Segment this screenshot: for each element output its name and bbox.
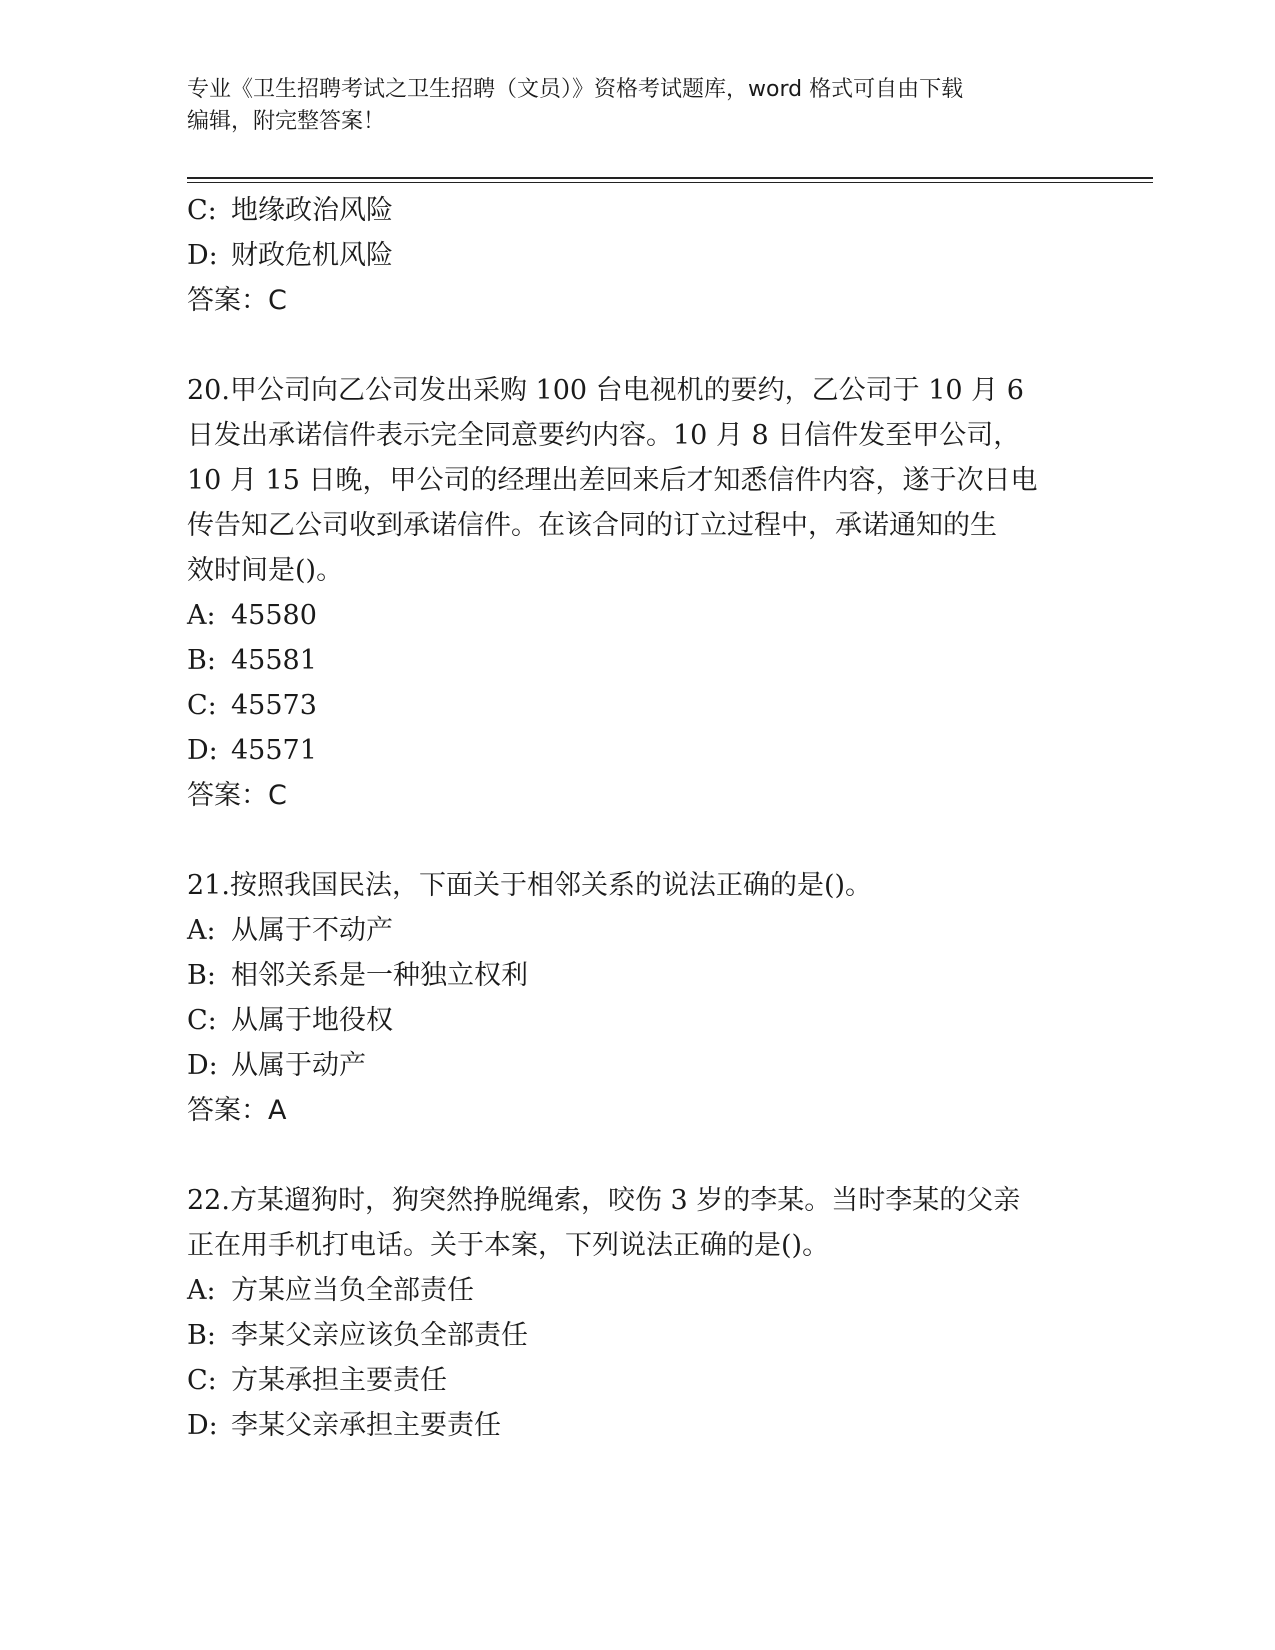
answer: 答案：C [187,285,287,316]
question-text-line: 10 月 15 日晚，甲公司的经理出差回来后才知悉信件内容，遂于次日电 [187,465,1038,496]
document-header [187,74,1087,138]
question-text-line: 正在用手机打电话。关于本案，下列说法正确的是()。 [187,1230,830,1261]
question-20 [187,368,1087,818]
option-d: D: 李某父亲承担主要责任 [187,1410,501,1441]
question-text-line: 20.甲公司向乙公司发出采购 100 台电视机的要约，乙公司于 10 月 6 [187,375,1024,406]
answer: 答案：C [187,780,287,811]
prev-question-options [187,188,1087,323]
question-text-line: 日发出承诺信件表示完全同意要约内容。10 月 8 日信件发至甲公司， [187,420,1021,451]
option-d: D: 从属于动产 [187,1050,366,1081]
question-22 [187,1178,1087,1448]
question-text-line: 21.按照我国民法，下面关于相邻关系的说法正确的是()。 [187,870,873,901]
option-a: A: 方某应当负全部责任 [187,1275,474,1306]
option-c: C: 方某承担主要责任 [187,1365,447,1396]
header-rule-thick [187,177,1153,179]
option-b: B: 相邻关系是一种独立权利 [187,960,528,991]
header-line-2: 编辑，附完整答案！ [187,109,386,134]
option-c: C: 地缘政治风险 [187,195,393,226]
option-a: A: 45580 [187,600,317,631]
question-text-line: 22.方某遛狗时，狗突然挣脱绳索，咬伤 3 岁的李某。当时李某的父亲 [187,1185,1021,1216]
answer: 答案：A [187,1095,287,1126]
header-line-1: 专业《卫生招聘考试之卫生招聘（文员）》资格考试题库，word 格式可自由下载 [187,77,964,102]
document-body [187,188,1087,1448]
question-text-line: 效时间是()。 [187,555,344,586]
option-d: D: 45571 [187,735,317,766]
option-b: B: 45581 [187,645,317,676]
question-21 [187,863,1087,1133]
header-rule-thin [187,182,1153,183]
option-a: A: 从属于不动产 [187,915,393,946]
option-b: B: 李某父亲应该负全部责任 [187,1320,528,1351]
question-text-line: 传告知乙公司收到承诺信件。在该合同的订立过程中，承诺通知的生 [187,510,997,541]
option-d: D: 财政危机风险 [187,240,393,271]
option-c: C: 从属于地役权 [187,1005,393,1036]
option-c: C: 45573 [187,690,317,721]
